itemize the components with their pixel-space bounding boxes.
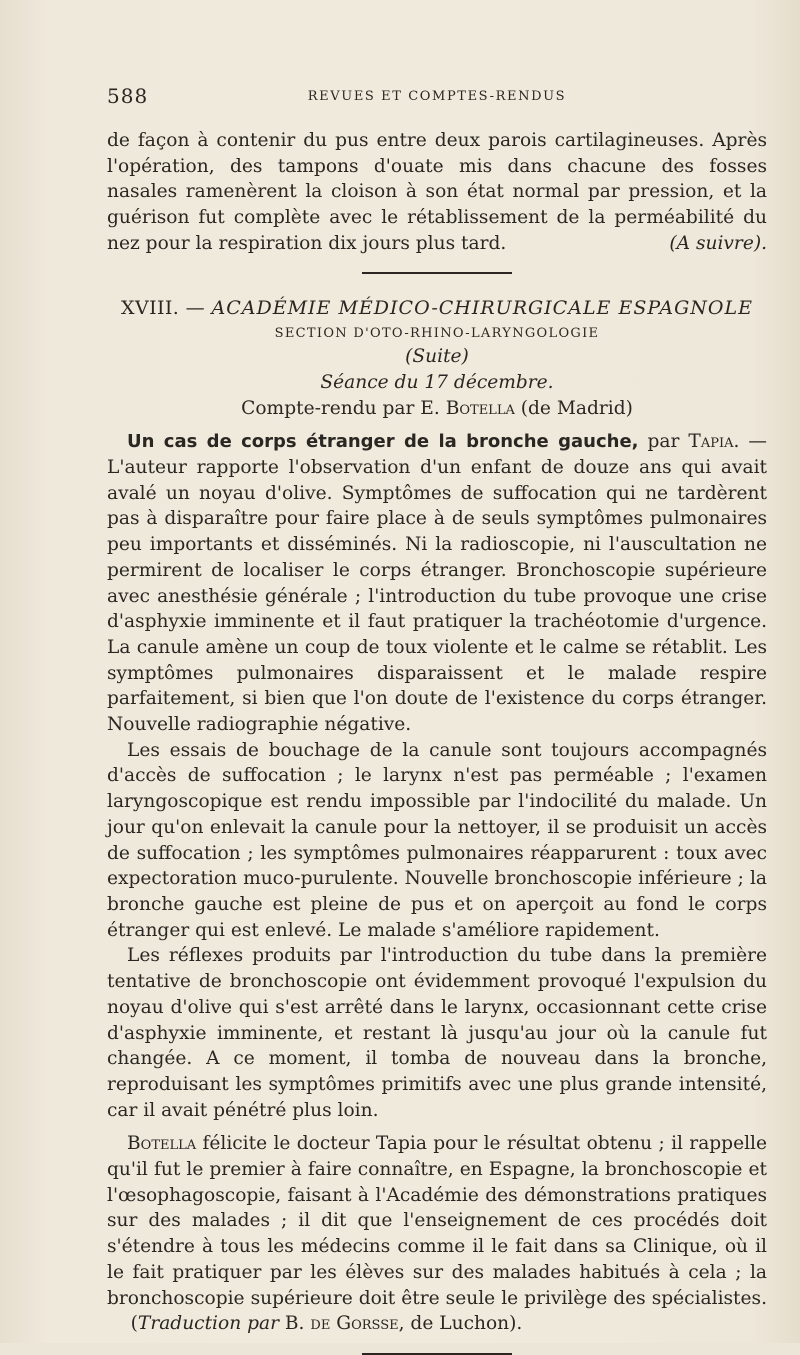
seance-date: Séance du 17 décembre.	[320, 371, 554, 393]
p4-text: félicite le docteur Tapia pour le résultat obtenu ; il rappelle qu'il fut le premier à faire connaître, en Espagne, la bronchoscopie et l'œsophagoscopie, faisant à l'Académie des démonstrations pratiques sur des malades ; il dit que l'enseignement de ces procédés doit s'étendre à tous les médecins comme il le fait dans sa Clinique, où il le fait pratiquer par les élèves sur des malades habitués à cela ; la bronchoscopie supérieure doit être seule le privilège des spécialistes.	[107, 1133, 767, 1309]
intro-paragraph	[107, 128, 767, 257]
article-paragraph-1	[107, 429, 767, 737]
translation-open: (	[130, 1313, 138, 1335]
translator-name: Gorsse	[336, 1313, 399, 1335]
translator-initial: B.	[284, 1313, 305, 1335]
section-numeral: XVIII. —	[121, 296, 206, 319]
compte-rendu-prefix: Compte-rendu par E.	[241, 397, 440, 419]
compte-rendu-line	[107, 396, 767, 422]
intro-text: de façon à contenir du pus entre deux parois cartilagineuses. Après l'opération, des tampons d'ouate mis dans chacune des fosses nasales ramenèrent la cloison à son état normal par pression, et la guérison fut complète avec le rétablissement de la perméabilité du nez pour la respiration dix jours plus tard.	[107, 130, 767, 254]
suite-label: (Suite)	[405, 346, 469, 368]
section-title: ACADÉMIE MÉDICO-CHIRURGICALE ESPAGNOLE	[211, 296, 753, 319]
translator-place: , de Luchon).	[398, 1313, 523, 1335]
compte-rendu-suffix: (de Madrid)	[520, 397, 633, 419]
section-heading	[107, 296, 767, 322]
section-divider-top	[362, 272, 512, 274]
page-header	[107, 84, 767, 110]
article-title: Un cas de corps étranger de la bronche gauche,	[127, 431, 639, 453]
article-paragraph-2: Les essais de bouchage de la canule sont toujours accompagnés d'accès de suffocation ; le larynx n'est pas perméable ; l'examen laryngoscopique est rendu impossible par l'indocilité du malade. Un jour qu'on enlevait la canule pour la nettoyer, il se produisit un accès de suffocation ; les symptômes pulmonaires réapparurent : toux avec expectoration muco-purulente. Nouvelle bronchoscopie inférieure ; la bronche gauche est pleine de pus et on aperçoit au fond le corps étranger qui est enlevé. Le malade s'améliore rapidement.	[107, 739, 767, 941]
compte-rendu-author: Botella	[445, 397, 515, 419]
article-paragraph-3: Les réflexes produits par l'introduction du tube dans la première tentative de bronchoscopie ont évidemment provoqué l'expulsion du noyau d'olive qui s'est arrêté dans le larynx, occasionnant cette crise d'asphyxie imminente, et restant là jusqu'au jour où la canule fut changée. A ce moment, il tomba de nouveau dans la bronche, reproduisant les symptômes primitifs avec une plus grande intensité, car il avait pénétré plus loin.	[107, 945, 767, 1121]
article-paragraph-4	[107, 1131, 767, 1337]
section-subtitle: SECTION D'OTO-RHINO-LARYNGOLOGIE	[274, 326, 600, 342]
article-by: par	[647, 431, 680, 453]
page-body	[107, 128, 767, 1355]
running-head: REVUES ET COMPTES-RENDUS	[307, 89, 567, 104]
translator-particle: de	[310, 1313, 331, 1335]
a-suivre-note: (A suivre).	[669, 232, 767, 254]
article-author: Tapia	[688, 431, 734, 453]
translation-label: Traduction par	[137, 1313, 279, 1335]
page-number: 588	[107, 84, 149, 108]
p4-author: Botella	[127, 1133, 197, 1155]
article-p1-text: . — L'auteur rapporte l'observation d'un enfant de douze ans qui avait avalé un noyau d'olive. Symptômes de suffocation qui ne tardèrent pas à disparaître pour faire place à de seuls symptômes pulmonaires peu importants et disséminés. Ni la radioscopie, ni l'auscultation ne permirent de localiser le corps étranger. Bronchoscopie supérieure avec anesthésie générale ; l'introduction du tube provoque une crise d'asphyxie imminente et il faut pratiquer la trachéotomie d'urgence. La canule amène un coup de toux violente et le calme se rétablit. Les symptômes pulmonaires disparaissent et le malade respire parfaitement, si bien que l'on doute de l'existence du corps étranger. Nouvelle radiographie négative.	[107, 431, 767, 736]
